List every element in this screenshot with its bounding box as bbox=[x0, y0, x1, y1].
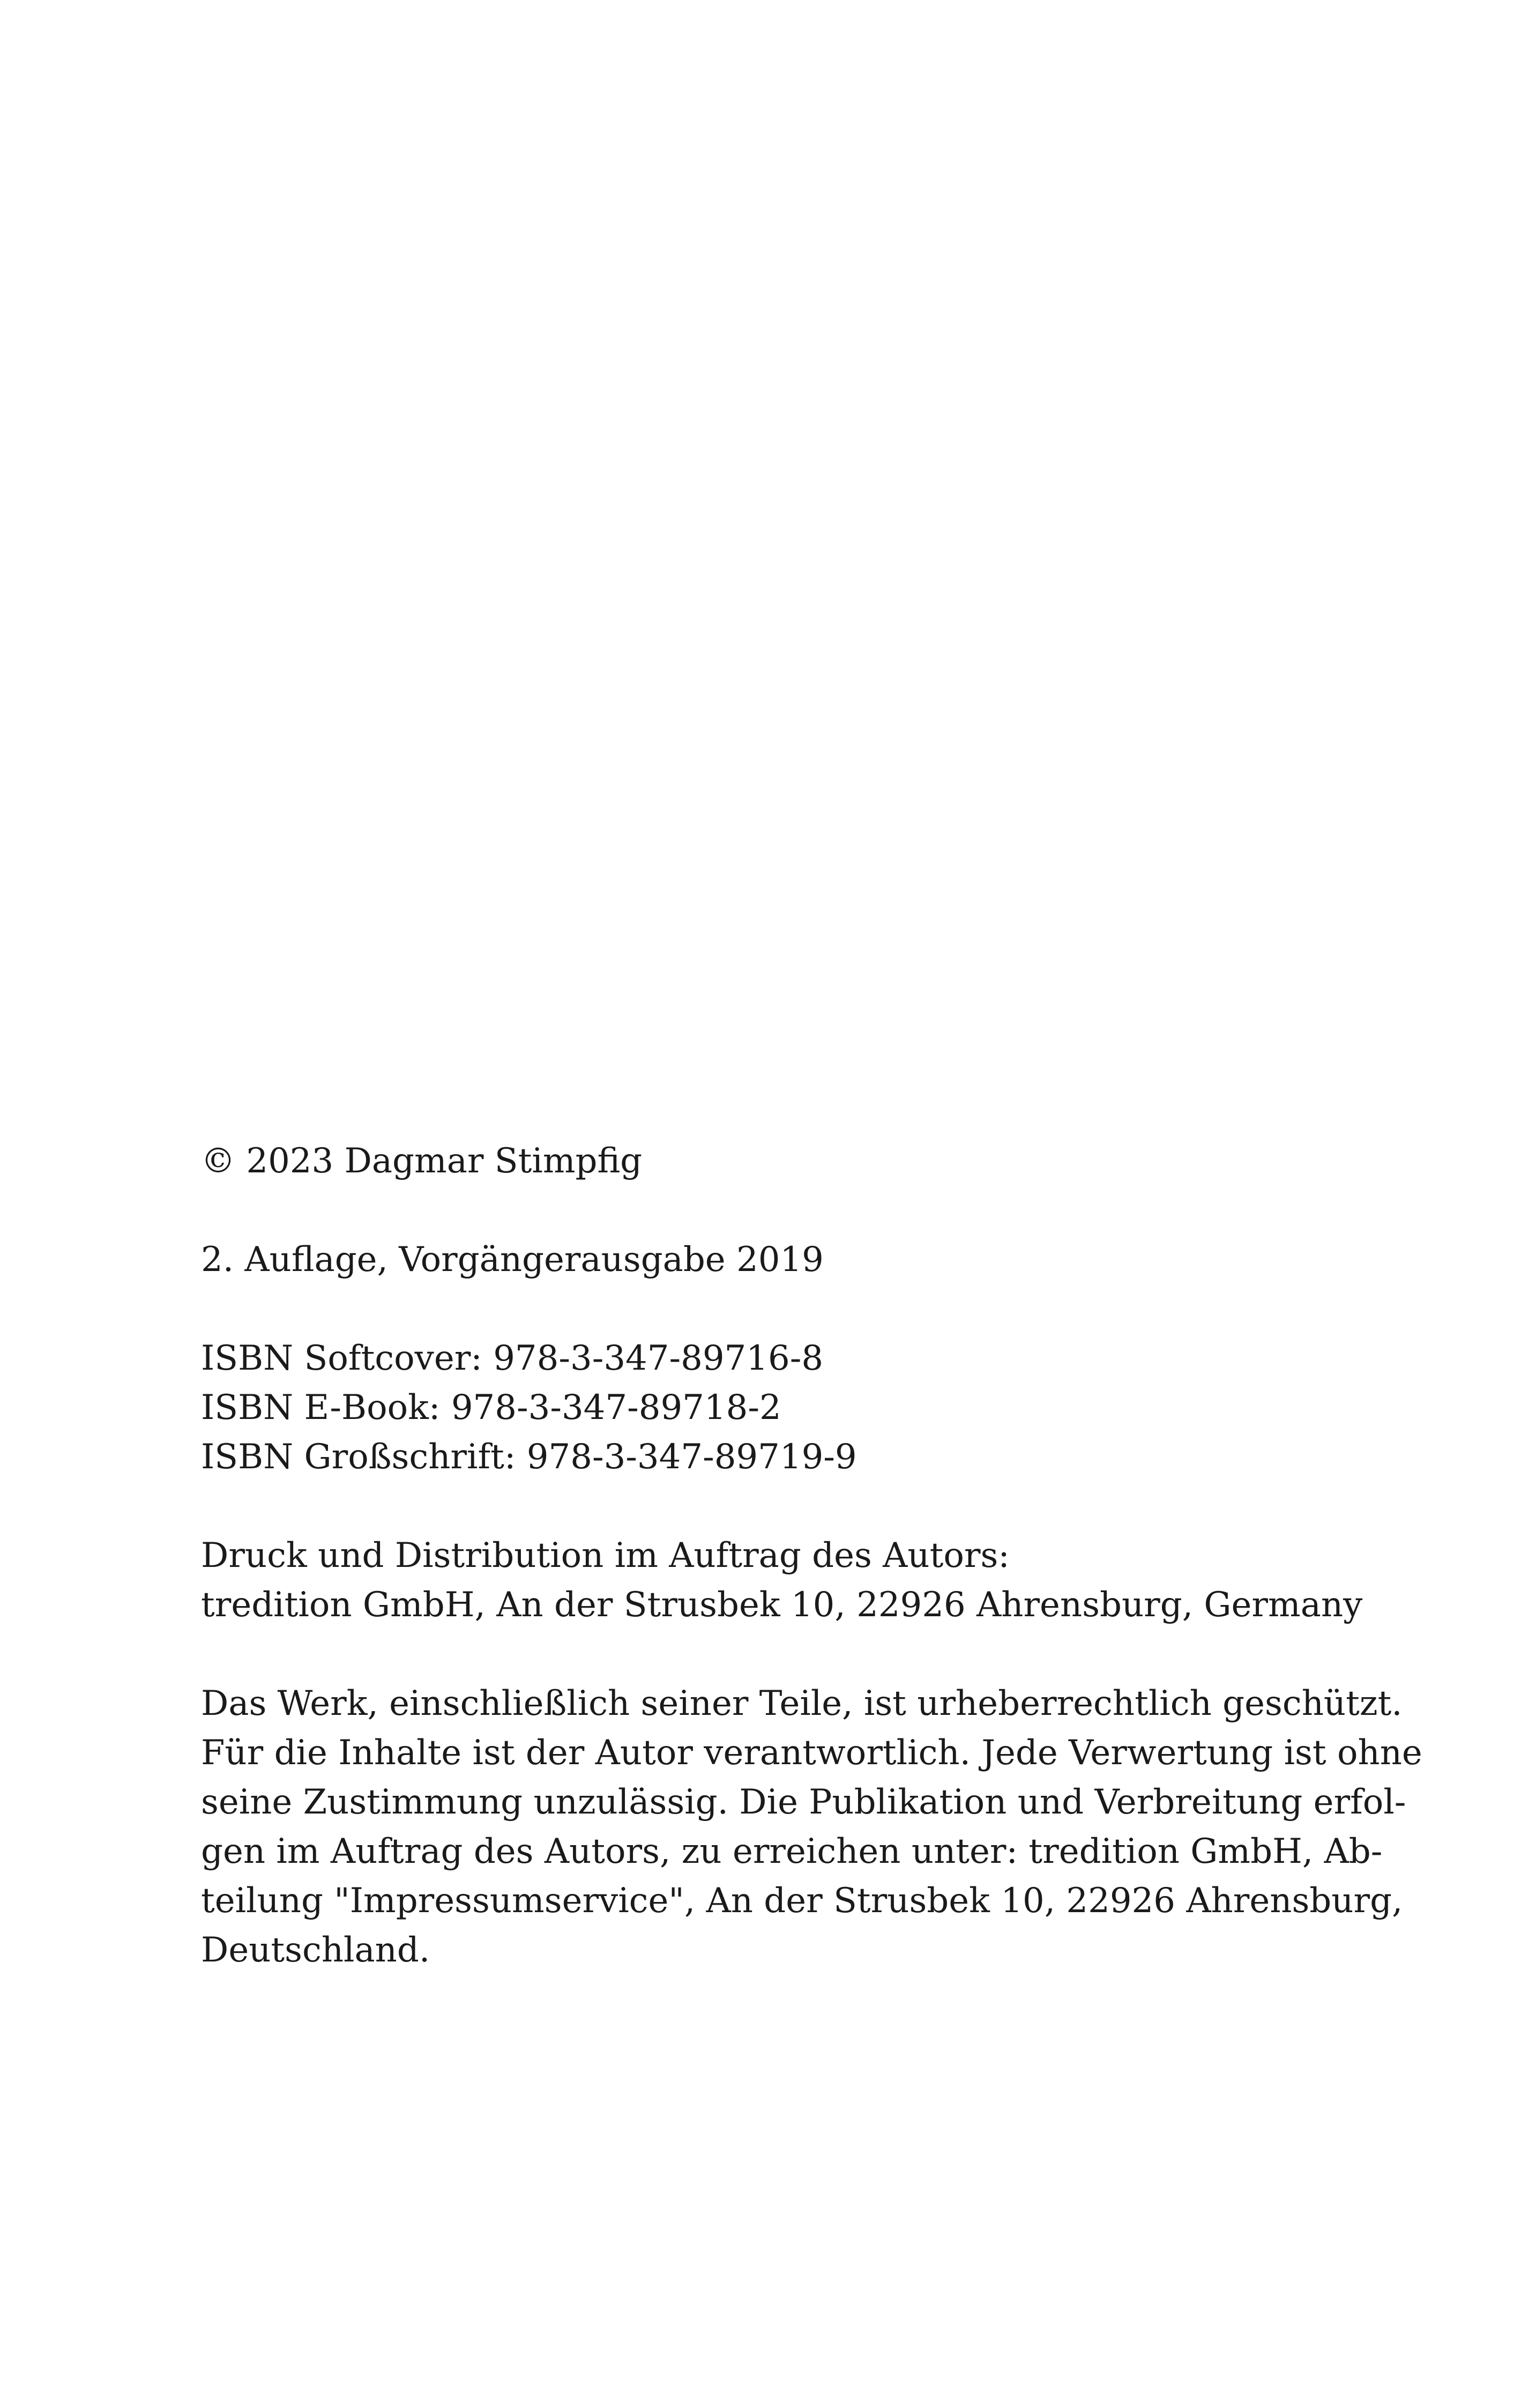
legal-line: Deutschland. bbox=[201, 1930, 430, 1970]
legal-notice bbox=[201, 1679, 1422, 1975]
publisher-address: tredition GmbH, An der Strusbek 10, 22926 Ahrensburg, Germany bbox=[201, 1585, 1363, 1625]
isbn-block bbox=[201, 1334, 1326, 1482]
isbn-large-print: ISBN Großschrift: 978-3-347-89719-9 bbox=[201, 1437, 857, 1477]
imprint-section bbox=[201, 1136, 1422, 1975]
legal-line: gen im Auftrag des Autors, zu erreichen unter: tredition GmbH, Ab- bbox=[201, 1832, 1383, 1871]
copyright-block bbox=[201, 1136, 1326, 1186]
distribution-line: Druck und Distribution im Auftrag des Autors: bbox=[201, 1536, 1010, 1575]
copyright-line: © 2023 Dagmar Stimpfig bbox=[201, 1141, 643, 1181]
edition-block bbox=[201, 1235, 1326, 1284]
edition-line: 2. Auflage, Vorgängerausgabe 2019 bbox=[201, 1240, 824, 1280]
legal-line: Für die Inhalte ist der Autor verantwortlich. Jede Verwertung ist ohne bbox=[201, 1733, 1422, 1773]
legal-line: Das Werk, einschließlich seiner Teile, ist urheberrechtlich geschützt. bbox=[201, 1684, 1403, 1723]
isbn-ebook: ISBN E-Book: 978-3-347-89718-2 bbox=[201, 1388, 781, 1428]
legal-line: teilung "Impressumservice", An der Strusbek 10, 22926 Ahrensburg, bbox=[201, 1881, 1403, 1921]
distribution-block bbox=[201, 1531, 1363, 1630]
isbn-softcover: ISBN Softcover: 978-3-347-89716-8 bbox=[201, 1339, 824, 1378]
legal-line: seine Zustimmung unzulässig. Die Publikation und Verbreitung erfol- bbox=[201, 1782, 1406, 1822]
